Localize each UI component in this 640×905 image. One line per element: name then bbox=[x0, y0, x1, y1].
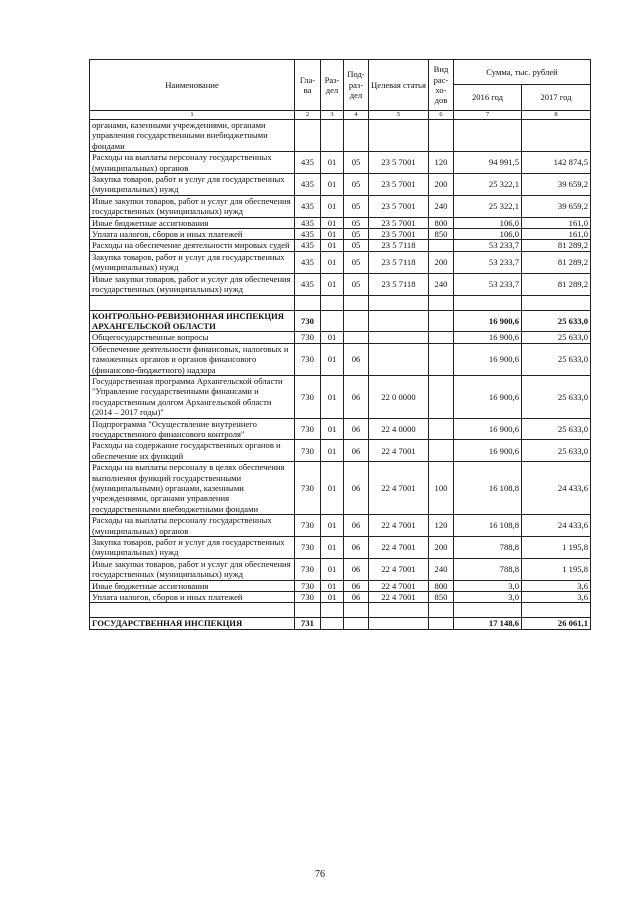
row-glava: 730 bbox=[295, 580, 321, 591]
row-target: 23 5 7001 bbox=[369, 229, 429, 240]
empty-cell bbox=[295, 603, 321, 618]
row-sum-2016: 16 900,6 bbox=[454, 310, 522, 332]
row-vid: 120 bbox=[429, 152, 454, 174]
empty-cell bbox=[90, 295, 295, 310]
row-sum-2016: 788,8 bbox=[454, 558, 522, 580]
row-razdel: 01 bbox=[321, 537, 344, 559]
row-sum-2016: 3,0 bbox=[454, 592, 522, 603]
row-sum-2016: 53 233,7 bbox=[454, 251, 522, 273]
column-number: 4 bbox=[344, 111, 369, 120]
row-glava: 730 bbox=[295, 537, 321, 559]
empty-cell bbox=[369, 603, 429, 618]
column-number: 7 bbox=[454, 111, 522, 120]
row-sum-2016: 788,8 bbox=[454, 537, 522, 559]
empty-cell bbox=[295, 295, 321, 310]
row-razdel: 01 bbox=[321, 343, 344, 375]
row-vid bbox=[429, 310, 454, 332]
row-target: 22 4 7001 bbox=[369, 462, 429, 515]
table-row bbox=[90, 174, 591, 196]
row-name: КОНТРОЛЬНО-РЕВИЗИОННАЯ ИНСПЕКЦИЯ АРХАНГЕЛЬСКОЙ ОБЛАСТИ bbox=[90, 310, 295, 332]
row-vid: 120 bbox=[429, 515, 454, 537]
row-sum-2017: 161,0 bbox=[522, 217, 591, 228]
row-name: Иные закупки товаров, работ и услуг для обеспечения государственных (муниципальных) нужд bbox=[90, 195, 295, 217]
row-glava: 730 bbox=[295, 462, 321, 515]
row-sum-2016: 16 900,6 bbox=[454, 343, 522, 375]
row-name: Расходы на выплаты персоналу государственных (муниципальных) органов bbox=[90, 152, 295, 174]
row-podrazdel bbox=[344, 618, 369, 629]
row-sum-2016: 17 148,6 bbox=[454, 618, 522, 629]
row-vid bbox=[429, 375, 454, 418]
header-target: Целевая статья bbox=[369, 60, 429, 111]
row-name: Иные закупки товаров, работ и услуг для обеспечения государственных (муниципальных) нужд bbox=[90, 273, 295, 295]
table-row bbox=[90, 462, 591, 515]
row-vid bbox=[429, 618, 454, 629]
row-glava: 730 bbox=[295, 440, 321, 462]
row-name: Подпрограмма "Осуществление внутреннего государственного финансового контроля" bbox=[90, 418, 295, 440]
row-name: Закупка товаров, работ и услуг для государственных (муниципальных) нужд bbox=[90, 537, 295, 559]
row-sum-2017: 25 633,0 bbox=[522, 310, 591, 332]
empty-cell bbox=[321, 603, 344, 618]
row-sum-2017: 81 289,2 bbox=[522, 251, 591, 273]
row-name: Уплата налогов, сборов и иных платежей bbox=[90, 229, 295, 240]
column-number: 3 bbox=[321, 111, 344, 120]
row-razdel: 01 bbox=[321, 273, 344, 295]
table-row bbox=[90, 273, 591, 295]
row-target: 23 5 7001 bbox=[369, 174, 429, 196]
row-target: 23 5 7001 bbox=[369, 217, 429, 228]
header-glava: Гла-ва bbox=[295, 60, 321, 111]
row-razdel: 01 bbox=[321, 558, 344, 580]
row-sum-2016: 16 900,6 bbox=[454, 418, 522, 440]
row-name: органами, казенными учреждениями, органами управления государственными внебюджетными фондами bbox=[90, 120, 295, 152]
empty-cell bbox=[90, 603, 295, 618]
row-sum-2017: 26 061,1 bbox=[522, 618, 591, 629]
row-sum-2016: 3,0 bbox=[454, 580, 522, 591]
row-target: 23 5 7001 bbox=[369, 152, 429, 174]
column-number: 1 bbox=[90, 111, 295, 120]
row-sum-2016: 106,0 bbox=[454, 217, 522, 228]
row-name: Иные бюджетные ассигнования bbox=[90, 217, 295, 228]
row-glava: 730 bbox=[295, 592, 321, 603]
header-2016: 2016 год bbox=[454, 85, 522, 111]
table-row bbox=[90, 251, 591, 273]
row-name: Общегосударственные вопросы bbox=[90, 332, 295, 343]
row-target bbox=[369, 332, 429, 343]
header-razdel: Раз-дел bbox=[321, 60, 344, 111]
column-number: 8 bbox=[522, 111, 591, 120]
row-podrazdel: 05 bbox=[344, 229, 369, 240]
row-razdel bbox=[321, 310, 344, 332]
table-row bbox=[90, 618, 591, 629]
row-name: Закупка товаров, работ и услуг для государственных (муниципальных) нужд bbox=[90, 251, 295, 273]
row-name: Расходы на обеспечение деятельности мировых судей bbox=[90, 240, 295, 251]
row-sum-2016: 106,0 bbox=[454, 229, 522, 240]
row-vid: 240 bbox=[429, 273, 454, 295]
empty-cell bbox=[454, 295, 522, 310]
row-podrazdel: 06 bbox=[344, 343, 369, 375]
row-sum-2017: 25 633,0 bbox=[522, 418, 591, 440]
row-glava: 435 bbox=[295, 195, 321, 217]
row-target: 22 4 7001 bbox=[369, 537, 429, 559]
row-glava: 435 bbox=[295, 174, 321, 196]
row-sum-2016: 53 233,7 bbox=[454, 240, 522, 251]
row-sum-2017: 161,0 bbox=[522, 229, 591, 240]
row-vid bbox=[429, 332, 454, 343]
column-number: 2 bbox=[295, 111, 321, 120]
row-glava: 435 bbox=[295, 152, 321, 174]
row-sum-2017: 81 289,2 bbox=[522, 240, 591, 251]
row-razdel: 01 bbox=[321, 375, 344, 418]
row-vid: 800 bbox=[429, 580, 454, 591]
row-name: ГОСУДАРСТВЕННАЯ ИНСПЕКЦИЯ bbox=[90, 618, 295, 629]
empty-cell bbox=[429, 603, 454, 618]
row-glava: 435 bbox=[295, 273, 321, 295]
budget-table bbox=[89, 59, 591, 630]
row-podrazdel: 05 bbox=[344, 240, 369, 251]
row-vid: 850 bbox=[429, 229, 454, 240]
table-row bbox=[90, 195, 591, 217]
row-sum-2016: 16 900,6 bbox=[454, 332, 522, 343]
row-target bbox=[369, 343, 429, 375]
row-sum-2017: 24 433,6 bbox=[522, 515, 591, 537]
table-row bbox=[90, 418, 591, 440]
row-sum-2017: 1 195,8 bbox=[522, 537, 591, 559]
row-sum-2016 bbox=[454, 120, 522, 152]
row-glava: 435 bbox=[295, 240, 321, 251]
row-target: 22 0 0000 bbox=[369, 375, 429, 418]
row-glava: 731 bbox=[295, 618, 321, 629]
row-sum-2017: 25 633,0 bbox=[522, 343, 591, 375]
row-glava: 730 bbox=[295, 375, 321, 418]
row-sum-2017: 25 633,0 bbox=[522, 440, 591, 462]
row-razdel: 01 bbox=[321, 251, 344, 273]
row-sum-2016: 25 322,1 bbox=[454, 195, 522, 217]
empty-cell bbox=[522, 295, 591, 310]
row-name: Обеспечение деятельности финансовых, налоговых и таможенных органов и органов финансового (финансово-бюджетного) надзора bbox=[90, 343, 295, 375]
table-row bbox=[90, 310, 591, 332]
row-vid: 800 bbox=[429, 217, 454, 228]
table-row bbox=[90, 343, 591, 375]
row-razdel: 01 bbox=[321, 195, 344, 217]
row-sum-2017: 142 874,5 bbox=[522, 152, 591, 174]
row-target: 22 4 7001 bbox=[369, 515, 429, 537]
table-row bbox=[90, 120, 591, 152]
row-podrazdel bbox=[344, 332, 369, 343]
row-target bbox=[369, 618, 429, 629]
page-number: 76 bbox=[315, 869, 325, 880]
row-razdel: 01 bbox=[321, 440, 344, 462]
empty-cell bbox=[344, 603, 369, 618]
row-target bbox=[369, 120, 429, 152]
column-number: 5 bbox=[369, 111, 429, 120]
table-row bbox=[90, 592, 591, 603]
column-number-row bbox=[90, 111, 591, 120]
row-name: Уплата налогов, сборов и иных платежей bbox=[90, 592, 295, 603]
row-target: 22 4 7001 bbox=[369, 558, 429, 580]
row-glava: 435 bbox=[295, 217, 321, 228]
row-name: Иные бюджетные ассигнования bbox=[90, 580, 295, 591]
row-vid bbox=[429, 240, 454, 251]
row-sum-2017: 39 659,2 bbox=[522, 195, 591, 217]
row-podrazdel: 06 bbox=[344, 558, 369, 580]
row-name: Расходы на содержание государственных органов и обеспечение их функций bbox=[90, 440, 295, 462]
row-sum-2017: 1 195,8 bbox=[522, 558, 591, 580]
row-name: Закупка товаров, работ и услуг для государственных (муниципальных) нужд bbox=[90, 174, 295, 196]
row-glava bbox=[295, 120, 321, 152]
header-podrazdel: Под-раз-дел bbox=[344, 60, 369, 111]
row-vid: 200 bbox=[429, 251, 454, 273]
row-glava: 730 bbox=[295, 343, 321, 375]
header-vid: Вид рас-хо-дов bbox=[429, 60, 454, 111]
table-row bbox=[90, 558, 591, 580]
spacer-row bbox=[90, 295, 591, 310]
row-glava: 730 bbox=[295, 558, 321, 580]
empty-cell bbox=[522, 603, 591, 618]
row-podrazdel: 06 bbox=[344, 515, 369, 537]
row-sum-2017: 25 633,0 bbox=[522, 375, 591, 418]
table-body bbox=[90, 120, 591, 630]
row-glava: 435 bbox=[295, 229, 321, 240]
row-podrazdel: 05 bbox=[344, 152, 369, 174]
row-vid: 240 bbox=[429, 195, 454, 217]
row-razdel: 01 bbox=[321, 229, 344, 240]
row-podrazdel: 05 bbox=[344, 251, 369, 273]
table-row bbox=[90, 229, 591, 240]
row-target bbox=[369, 310, 429, 332]
row-vid: 100 bbox=[429, 462, 454, 515]
row-target: 22 4 7001 bbox=[369, 440, 429, 462]
row-sum-2016: 16 900,6 bbox=[454, 440, 522, 462]
row-sum-2016: 16 108,8 bbox=[454, 515, 522, 537]
row-sum-2016: 53 233,7 bbox=[454, 273, 522, 295]
row-sum-2017: 25 633,0 bbox=[522, 332, 591, 343]
empty-cell bbox=[344, 295, 369, 310]
row-razdel: 01 bbox=[321, 462, 344, 515]
row-razdel: 01 bbox=[321, 418, 344, 440]
table-row bbox=[90, 152, 591, 174]
row-razdel: 01 bbox=[321, 332, 344, 343]
row-sum-2016: 25 322,1 bbox=[454, 174, 522, 196]
row-target: 23 5 7118 bbox=[369, 251, 429, 273]
row-razdel: 01 bbox=[321, 240, 344, 251]
table-row bbox=[90, 240, 591, 251]
row-name: Иные закупки товаров, работ и услуг для обеспечения государственных (муниципальных) нужд bbox=[90, 558, 295, 580]
row-razdel: 01 bbox=[321, 515, 344, 537]
row-target: 23 5 7001 bbox=[369, 195, 429, 217]
row-vid bbox=[429, 418, 454, 440]
header-name: Наименование bbox=[90, 60, 295, 111]
row-vid: 850 bbox=[429, 592, 454, 603]
empty-cell bbox=[369, 295, 429, 310]
row-podrazdel: 06 bbox=[344, 418, 369, 440]
spacer-row bbox=[90, 603, 591, 618]
row-name: Расходы на выплаты персоналу в целях обеспечения выполнения функций государственными (муниципальными) органами, казенными учреждениями, органами управления государственными внебюджетными фондами bbox=[90, 462, 295, 515]
row-razdel: 01 bbox=[321, 592, 344, 603]
row-vid: 200 bbox=[429, 174, 454, 196]
row-sum-2017: 3,6 bbox=[522, 580, 591, 591]
row-podrazdel: 06 bbox=[344, 537, 369, 559]
table-row bbox=[90, 580, 591, 591]
table-row bbox=[90, 375, 591, 418]
row-razdel bbox=[321, 120, 344, 152]
row-glava: 730 bbox=[295, 310, 321, 332]
row-sum-2016: 94 991,5 bbox=[454, 152, 522, 174]
row-podrazdel: 06 bbox=[344, 440, 369, 462]
row-target: 23 5 7118 bbox=[369, 273, 429, 295]
row-name: Расходы на выплаты персоналу государственных (муниципальных) органов bbox=[90, 515, 295, 537]
row-razdel: 01 bbox=[321, 152, 344, 174]
row-sum-2017 bbox=[522, 120, 591, 152]
row-podrazdel: 06 bbox=[344, 580, 369, 591]
row-vid bbox=[429, 343, 454, 375]
table-row bbox=[90, 332, 591, 343]
row-podrazdel: 05 bbox=[344, 217, 369, 228]
row-podrazdel: 05 bbox=[344, 273, 369, 295]
row-podrazdel: 05 bbox=[344, 195, 369, 217]
row-sum-2016: 16 108,8 bbox=[454, 462, 522, 515]
table-row bbox=[90, 440, 591, 462]
header-sum: Сумма, тыс. рублей bbox=[454, 60, 591, 85]
row-podrazdel: 06 bbox=[344, 375, 369, 418]
row-vid bbox=[429, 440, 454, 462]
empty-cell bbox=[321, 295, 344, 310]
row-target: 22 4 0000 bbox=[369, 418, 429, 440]
row-glava: 730 bbox=[295, 515, 321, 537]
row-podrazdel: 06 bbox=[344, 462, 369, 515]
empty-cell bbox=[454, 603, 522, 618]
table-row bbox=[90, 515, 591, 537]
row-podrazdel bbox=[344, 310, 369, 332]
row-razdel bbox=[321, 618, 344, 629]
header-2017: 2017 год bbox=[522, 85, 591, 111]
row-glava: 435 bbox=[295, 251, 321, 273]
row-target: 22 4 7001 bbox=[369, 592, 429, 603]
row-sum-2016: 16 900,6 bbox=[454, 375, 522, 418]
row-sum-2017: 39 659,2 bbox=[522, 174, 591, 196]
row-vid bbox=[429, 120, 454, 152]
row-sum-2017: 24 433,6 bbox=[522, 462, 591, 515]
row-glava: 730 bbox=[295, 332, 321, 343]
row-target: 22 4 7001 bbox=[369, 580, 429, 591]
row-razdel: 01 bbox=[321, 174, 344, 196]
row-vid: 200 bbox=[429, 537, 454, 559]
empty-cell bbox=[429, 295, 454, 310]
row-vid: 240 bbox=[429, 558, 454, 580]
row-target: 23 5 7118 bbox=[369, 240, 429, 251]
row-podrazdel: 06 bbox=[344, 592, 369, 603]
table-row bbox=[90, 537, 591, 559]
row-podrazdel bbox=[344, 120, 369, 152]
row-razdel: 01 bbox=[321, 580, 344, 591]
row-sum-2017: 81 289,2 bbox=[522, 273, 591, 295]
column-number: 6 bbox=[429, 111, 454, 120]
row-podrazdel: 05 bbox=[344, 174, 369, 196]
row-razdel: 01 bbox=[321, 217, 344, 228]
row-glava: 730 bbox=[295, 418, 321, 440]
row-name: Государственная программа Архангельской области "Управление государственными финансами и государственным долгом Архангельской области (2014 – 2017 годы)" bbox=[90, 375, 295, 418]
table-row bbox=[90, 217, 591, 228]
row-sum-2017: 3,6 bbox=[522, 592, 591, 603]
